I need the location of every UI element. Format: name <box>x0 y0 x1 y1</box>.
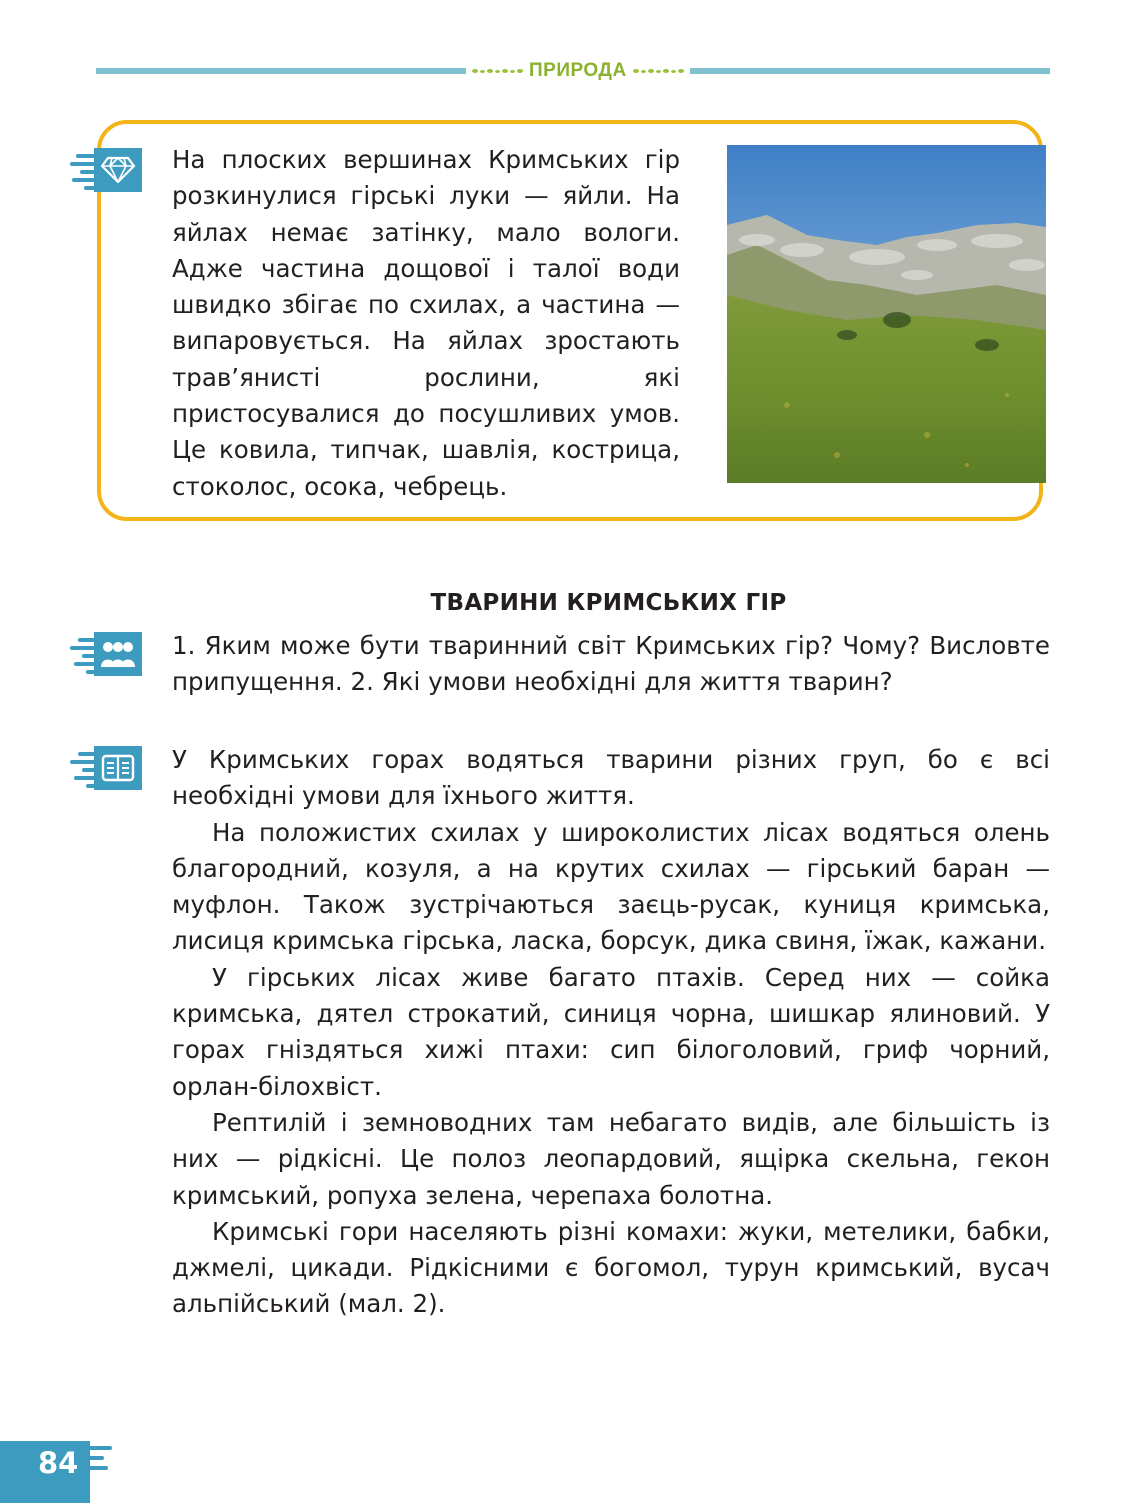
diamond-icon-tab <box>66 148 142 192</box>
discussion-question: 1. Яким може бути тваринний світ Кримських гір? Чому? Висловте припущення. 2. Які умови необхідні для життя тварин? <box>172 631 1050 696</box>
section-heading: ТВАРИНИ КРИМСЬКИХ ГІР <box>430 590 787 616</box>
section-name: ПРИРОДА <box>529 60 627 81</box>
page-tab-streak <box>88 1466 108 1470</box>
paragraph: У гірських лісах живе багато птахів. Серед них — сойка кримська, дятел строкатий, синиця чорна, шишкар ялиновий. У горах гніздяться хижі птахи: сип білоголовий, гриф чорний, орлан-білохвіст. <box>172 962 1050 1101</box>
open-book-icon <box>101 753 135 783</box>
paragraph: На положистих схилах у широколистих лісах водяться олень благородний, козуля, а на крутих схилах — гірський баран — муфлон. Також зустрічаються заєць-русак, куниця кримська, лисиця кримська гірська, ласка, борсук, дика свиня, їжак, кажани. <box>172 817 1050 956</box>
leaf-ornament-left <box>472 69 523 73</box>
group-discussion-icon-tab <box>66 632 142 676</box>
mountain-meadow-photo <box>727 145 1046 483</box>
paragraph: Рептилій і земноводних там небагато видів, але більшість із них — рідкісні. Це полоз леопардовий, ящірка скельна, гекон кримський, ропуха зелена, черепаха болотна. <box>172 1107 1050 1210</box>
leaf-ornament-right <box>633 69 684 73</box>
page-tab-streak <box>88 1446 112 1450</box>
info-paragraph: На плоских вершинах Кримських гір розкинулися гірські луки — яйли. На яйлах немає затінку, мало вологи. Адже частина дощової і талої води швидко збігає по схилах, а частина — випаровується. На яйлах зростають трав’янисті рослини, які пристосувалися до посушливих умов. Це ковила, типчак, шавлія, кострица, стоколос, осока, чебрець. <box>172 145 680 501</box>
header-section-label <box>466 56 690 86</box>
reading-text <box>172 742 1050 1323</box>
page-tab-streak <box>88 1456 104 1460</box>
page-number: 84 <box>38 1446 79 1480</box>
group-discussion-icon <box>98 639 138 669</box>
open-book-icon-tab <box>66 746 142 790</box>
paragraph: Кримські гори населяють різні комахи: жуки, метелики, бабки, джмелі, цикади. Рідкісними є богомол, турун кримський, вусач альпійський (мал. 2). <box>172 1216 1050 1319</box>
paragraph: У Кримських горах водяться тварини різних груп, бо є всі необхідні умови для їхнього життя. <box>172 745 1050 811</box>
diamond-icon <box>100 156 136 184</box>
